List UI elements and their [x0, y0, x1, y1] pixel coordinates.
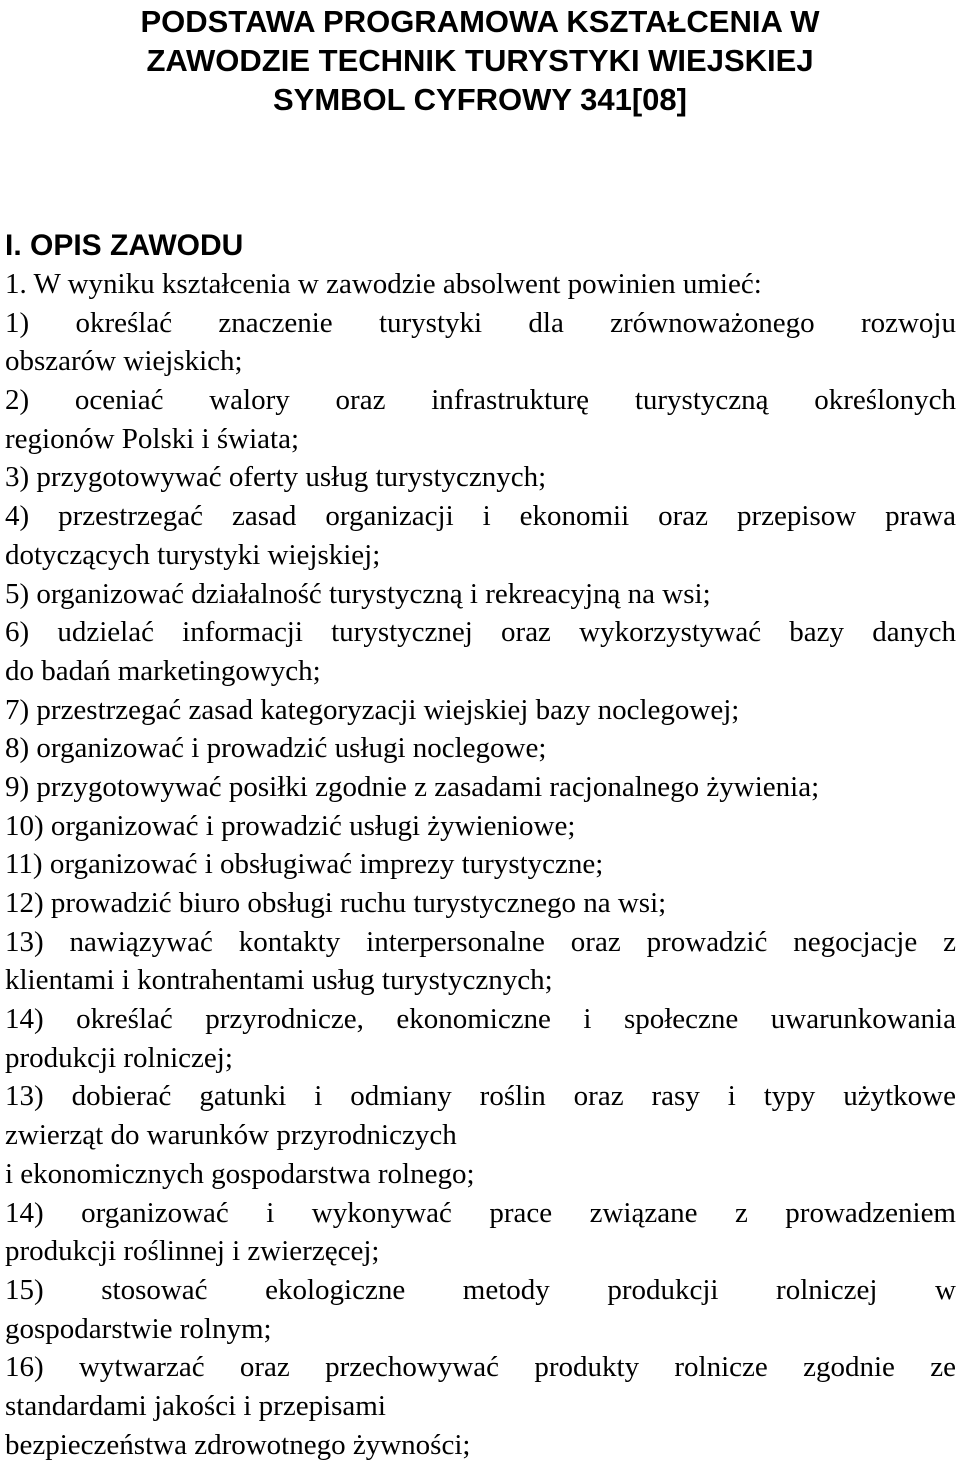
text-line: produkcji rolniczej; [5, 1041, 233, 1074]
text-line: 3) przygotowywać oferty usług turystycznych; [5, 461, 547, 494]
text-line: dotyczących turystyki wiejskiej; [5, 538, 381, 571]
text-line: obszarów wiejskich; [5, 345, 243, 378]
text-line: standardami jakości i przepisami [5, 1389, 386, 1422]
intro-line: 1. W wyniku kształcenia w zawodzie absolwent powinien umieć: [5, 268, 762, 300]
text-line: i ekonomicznych gospodarstwa rolnego; [5, 1157, 475, 1190]
text-line: regionów Polski i świata; [5, 422, 300, 455]
document-title [0, 2, 960, 119]
text-line: 2) oceniać walory oraz infrastrukturę turystyczną określonych [5, 384, 956, 417]
section-heading: I. OPIS ZAWODU [5, 229, 244, 262]
text-line: 7) przestrzegać zasad kategoryzacji wiejskiej bazy noclegowej; [5, 693, 740, 726]
text-line: gospodarstwie rolnym; [5, 1312, 272, 1345]
text-line: 5) organizować działalność turystyczną i rekreacyjną na wsi; [5, 577, 711, 610]
title-line: PODSTAWA PROGRAMOWA KSZTAŁCENIA W [140, 4, 820, 39]
title-line: SYMBOL CYFROWY 341[08] [272, 82, 687, 117]
text-line: 16) wytwarzać oraz przechowywać produkty rolnicze zgodnie ze [5, 1351, 956, 1384]
text-line: 11) organizować i obsługiwać imprezy turystyczne; [5, 848, 604, 881]
text-line: 10) organizować i prowadzić usługi żywieniowe; [5, 809, 576, 842]
text-line: 9) przygotowywać posiłki zgodnie z zasadami racjonalnego żywienia; [5, 770, 820, 803]
text-line: 1) określać znaczenie turystyki dla zrównoważonego rozwoju [5, 306, 956, 339]
text-line: 14) organizować i wykonywać prace związane z prowadzeniem [5, 1196, 956, 1229]
text-line: produkcji roślinnej i zwierzęcej; [5, 1235, 380, 1268]
text-line: do badań marketingowych; [5, 654, 321, 687]
body-text [5, 265, 956, 1464]
text-line: 4) przestrzegać zasad organizacji i ekonomii oraz przepisow prawa [5, 500, 956, 533]
text-line: 6) udzielać informacji turystycznej oraz wykorzystywać bazy danych [5, 616, 956, 649]
title-line: ZAWODZIE TECHNIK TURYSTYKI WIEJSKIEJ [146, 43, 814, 78]
text-line: 12) prowadzić biuro obsługi ruchu turystycznego na wsi; [5, 887, 667, 919]
text-line: 13) nawiązywać kontakty interpersonalne oraz prowadzić negocjacje z [5, 925, 956, 958]
text-line: bezpieczeństwa zdrowotnego żywności; [5, 1428, 471, 1461]
text-line: klientami i kontrahentami usług turystycznych; [5, 964, 553, 997]
text-line: zwierząt do warunków przyrodniczych [5, 1119, 457, 1152]
text-line: 13) dobierać gatunki i odmiany roślin oraz rasy i typy użytkowe [5, 1080, 956, 1113]
text-line: 8) organizować i prowadzić usługi noclegowe; [5, 732, 547, 765]
text-line: 15) stosować ekologiczne metody produkcji rolniczej w [5, 1273, 956, 1306]
text-line: 14) określać przyrodnicze, ekonomiczne i społeczne uwarunkowania [5, 1003, 956, 1036]
